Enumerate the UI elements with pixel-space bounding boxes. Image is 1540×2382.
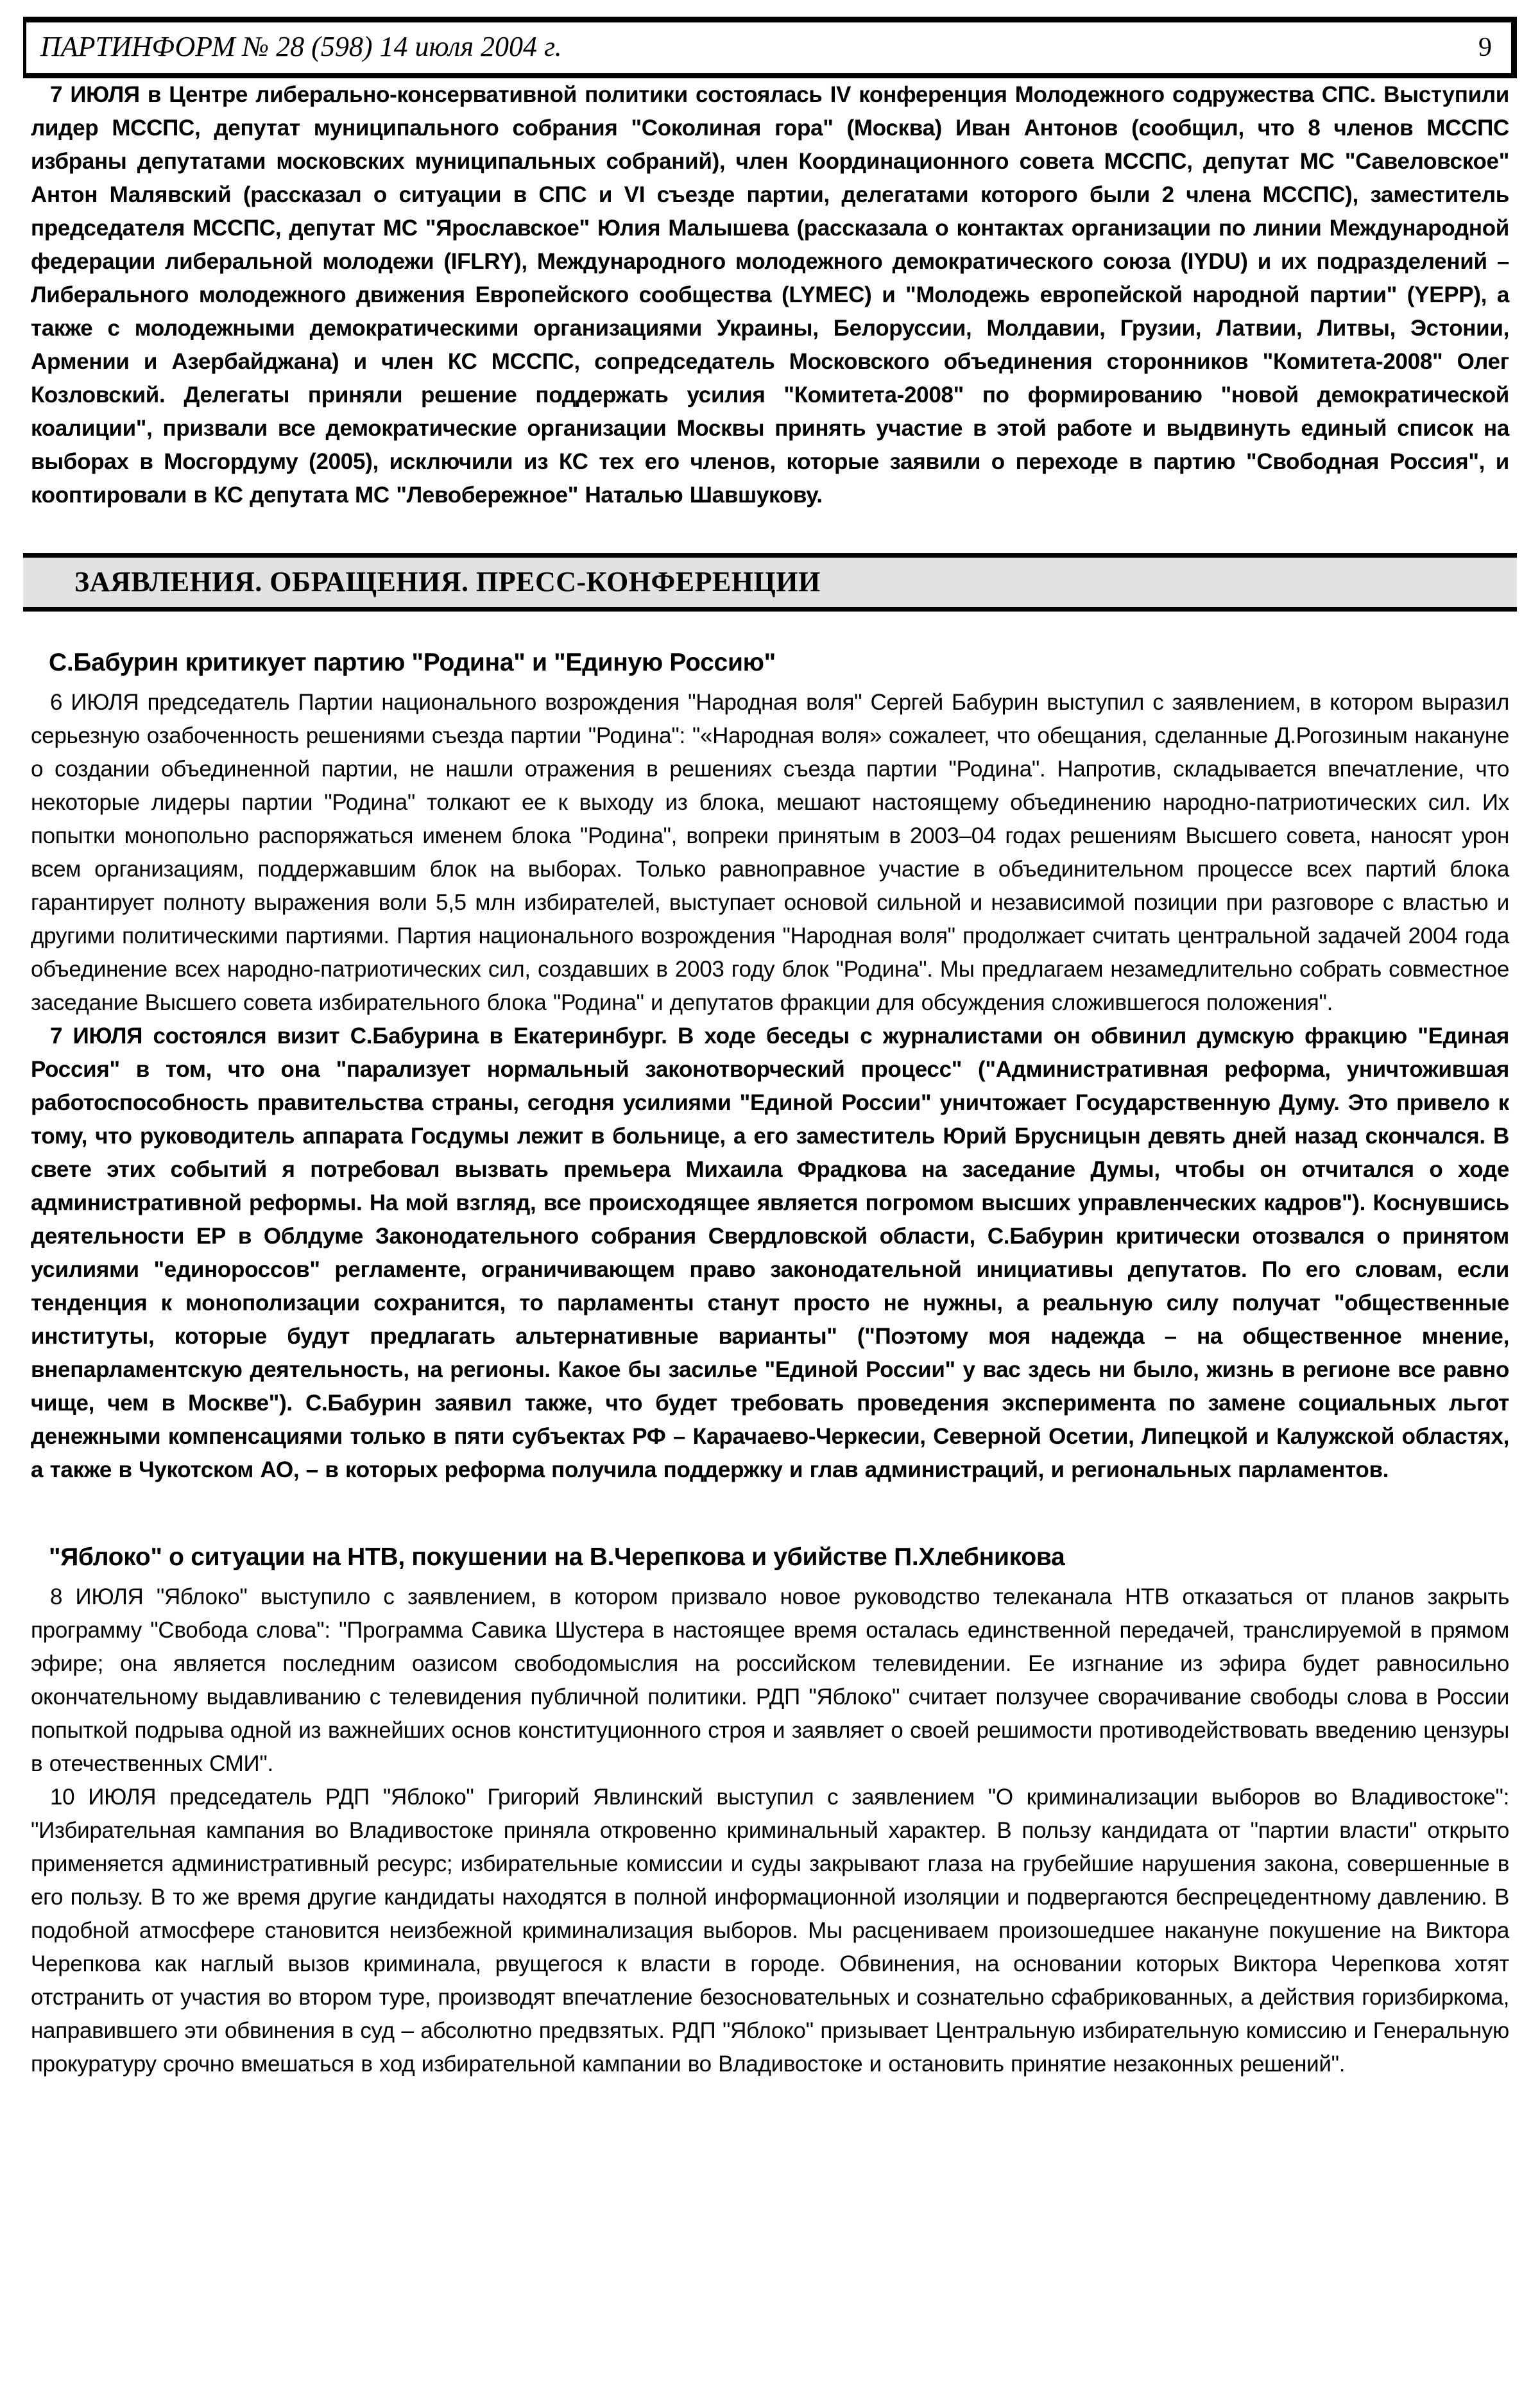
article-baburin xyxy=(0,649,1540,1487)
article-title: С.Бабурин критикует партию "Родина" и "Единую Россию" xyxy=(49,649,776,676)
article-paragraph: 10 ИЮЛЯ председатель РДП "Яблоко" Григорий Явлинский выступил с заявлением "О криминализации выборов во Владивостоке": "Избирательная кампания во Владивостоке приняла откровенно криминальный характер. В пользу кандидата от "партии власти" открыто применяется административный ресурс; избирательные комиссии и суды закрывают глаза на грубейшие нарушения закона, совершенные в его пользу. В то же время другие кандидаты находятся в полной информационной изоляции и подвергаются беспрецедентному давлению. В подобной атмосфере становится неизбежной криминализация выборов. Мы расцениваем произошедшее накануне покушение на Виктора Черепкова как наглый вызов криминала, рвущегося к власти в городе. Обвинения, на основании которых Виктора Черепкова хотят отстранить от участия во втором туре, производят впечатление безосновательных и сознательно сфабрикованных, а действия горизбиркома, направившего эти обвинения в суд – абсолютно предвзятых. РДП "Яблоко" призывает Центральную избирательную комиссию и Генеральную прокуратуру срочно вмешаться в ход избирательной кампании во Владивостоке и остановить принятие незаконных решений". xyxy=(31,1785,1509,2077)
section-header-bar xyxy=(23,553,1517,612)
article-paragraph: 8 ИЮЛЯ "Яблоко" выступило с заявлением, в котором призвало новое руководство телеканала НТВ отказаться от планов закрыть программу "Свобода слова": "Программа Савика Шустера в настоящее время осталась единственной передачей, транслируемой в прямом эфире; она является последним оазисом свободомыслия на российском телевидении. Ее изгнание из эфира будет равносильно окончательному выдавливанию с телевидения публичной политики. РДП "Яблоко" считает ползучее сворачивание свободы слова в России попыткой подрыва одной из важнейших основ конституционного строя и заявляет о своей решимости противодействовать введению цензуры в отечественных СМИ". xyxy=(31,1584,1509,1776)
newsletter-title: ПАРТИНФОРМ № 28 (598) 14 июля 2004 г. xyxy=(40,31,562,62)
lead-paragraph: 7 ИЮЛЯ в Центре либерально-консервативной политики состоялась IV конференция Молодежного содружества СПС. Выступили лидер МССПС, депутат муниципального собрания "Соколиная гора" (Москва) Иван Антонов (сообщил, что 8 членов МССПС избраны депутатами московских муниципальных собраний), член Координационного совета МССПС, депутат МС "Савеловское" Антон Малявский (рассказал о ситуации в СПС и VI съезде партии, делегатами которого были 2 члена МССПС), заместитель председателя МССПС, депутат МС "Ярославское" Юлия Малышева (рассказала о контактах организации по линии Международной федерации либеральной молодежи (IFLRY), Международного молодежного демократического союза (IYDU) и их подразделений – Либерального молодежного движения Европейского сообщества (LYMEC) и "Молодежь европейской народной партии" (YEPP), а также с молодежными демократическими организациями Украины, Белоруссии, Молдавии, Грузии, Латвии, Литвы, Эстонии, Армении и Азербайджана) и член КС МССПС, сопредседатель Московского объединения сторонников "Комитета-2008" Олег Козловский. Делегаты приняли решение поддержать усилия "Комитета-2008" по формированию "новой демократической коалиции", призвали все демократические организации Москвы принять участие в этой работе и выдвинуть единый список на выборах в Мосгордуму (2005), исключили из КС тех его членов, которые заявили о переходе в партию "Свободная Россия", и кооптировали в КС депутата МС "Левобережное" Наталью Шавшукову. xyxy=(31,82,1509,508)
article-paragraph: 6 ИЮЛЯ председатель Партии национального возрождения "Народная воля" Сергей Бабурин выступил с заявлением, в котором выразил серьезную озабоченность решениями съезда партии "Родина": "«Народная воля» сожалеет, что обещания, сделанные Д.Рогозиным накануне о создании объединенной партии, не нашли отражения в решениях съезда партии "Родина". Напротив, складывается впечатление, что некоторые лидеры партии "Родина" толкают ее к выходу из блока, мешают настоящему объединению народно-патриотических сил. Их попытки монопольно распоряжаться именем блока "Родина", вопреки принятым в 2003–04 годах решениям Высшего совета, наносят урон всем организациям, поддержавшим блок на выборах. Только равноправное участие в объединительном процессе всех партий блока гарантирует полноту выражения воли 5,5 млн избирателей, выступает основой сильной и независимой позиции при разговоре с властью и другими политическими партиями. Партия национального возрождения "Народная воля" продолжает считать центральной задачей 2004 года объединение всех народно-патриотических сил, создавших в 2003 году блок "Родина". Мы предлагаем незамедлительно собрать совместное заседание Высшего совета избирательного блока "Родина" и депутатов фракции для обсуждения сложившегося положения". xyxy=(31,690,1509,1015)
article-yabloko xyxy=(0,1543,1540,2081)
page-number: 9 xyxy=(1478,33,1492,62)
running-head xyxy=(23,17,1517,78)
article-paragraph: 7 ИЮЛЯ состоялся визит С.Бабурина в Екатеринбург. В ходе беседы с журналистами он обвинил думскую фракцию "Единая Россия" в том, что она "парализует нормальный законотворческий процесс" ("Административная реформа, уничтожившая работоспособность правительства страны, сегодня усилиями "Единой России" уничтожает Государственную Думу. Это привело к тому, что руководитель аппарата Госдумы лежит в больнице, а его заместитель Юрий Брусницын девять дней назад скончался. В свете этих событий я потребовал вызвать премьера Михаила Фрадкова на заседание Думы, чтобы он отчитался о ходе административной реформы. На мой взгляд, все происходящее является погромом высших управленческих кадров"). Коснувшись деятельности ЕР в Облдуме Законодательного собрания Свердловской области, С.Бабурин критически отозвался о принятом усилиями "единороссов" регламенте, ограничивающем право законодательной инициативы депутатов. По его словам, если тенденция к монополизации сохранится, то парламенты станут просто не нужны, а реальную силу получат "общественные институты, которые будут предлагать альтернативные варианты" ("Поэтому моя надежда – на общественное мнение, внепарламентскую деятельность, на регионы. Какое бы засилье "Единой России" у вас здесь ни было, жизнь в регионе все равно чище, чем в Москве"). С.Бабурин заявил также, что будет требовать проведения эксперимента по замене социальных льгот денежными компенсациями только в пяти субъектах РФ – Карачаево-Черкесии, Северной Осетии, Липецкой и Калужской областях, а также в Чукотском АО, – в которых реформа получила поддержку и глав администраций, и региональных парламентов. xyxy=(31,1024,1509,1482)
article-title: "Яблоко" о ситуации на НТВ, покушении на В.Черепкова и убийстве П.Хлебникова xyxy=(49,1543,1065,1571)
section-title: ЗАЯВЛЕНИЯ. ОБРАЩЕНИЯ. ПРЕСС-КОНФЕРЕНЦИИ xyxy=(74,566,821,597)
